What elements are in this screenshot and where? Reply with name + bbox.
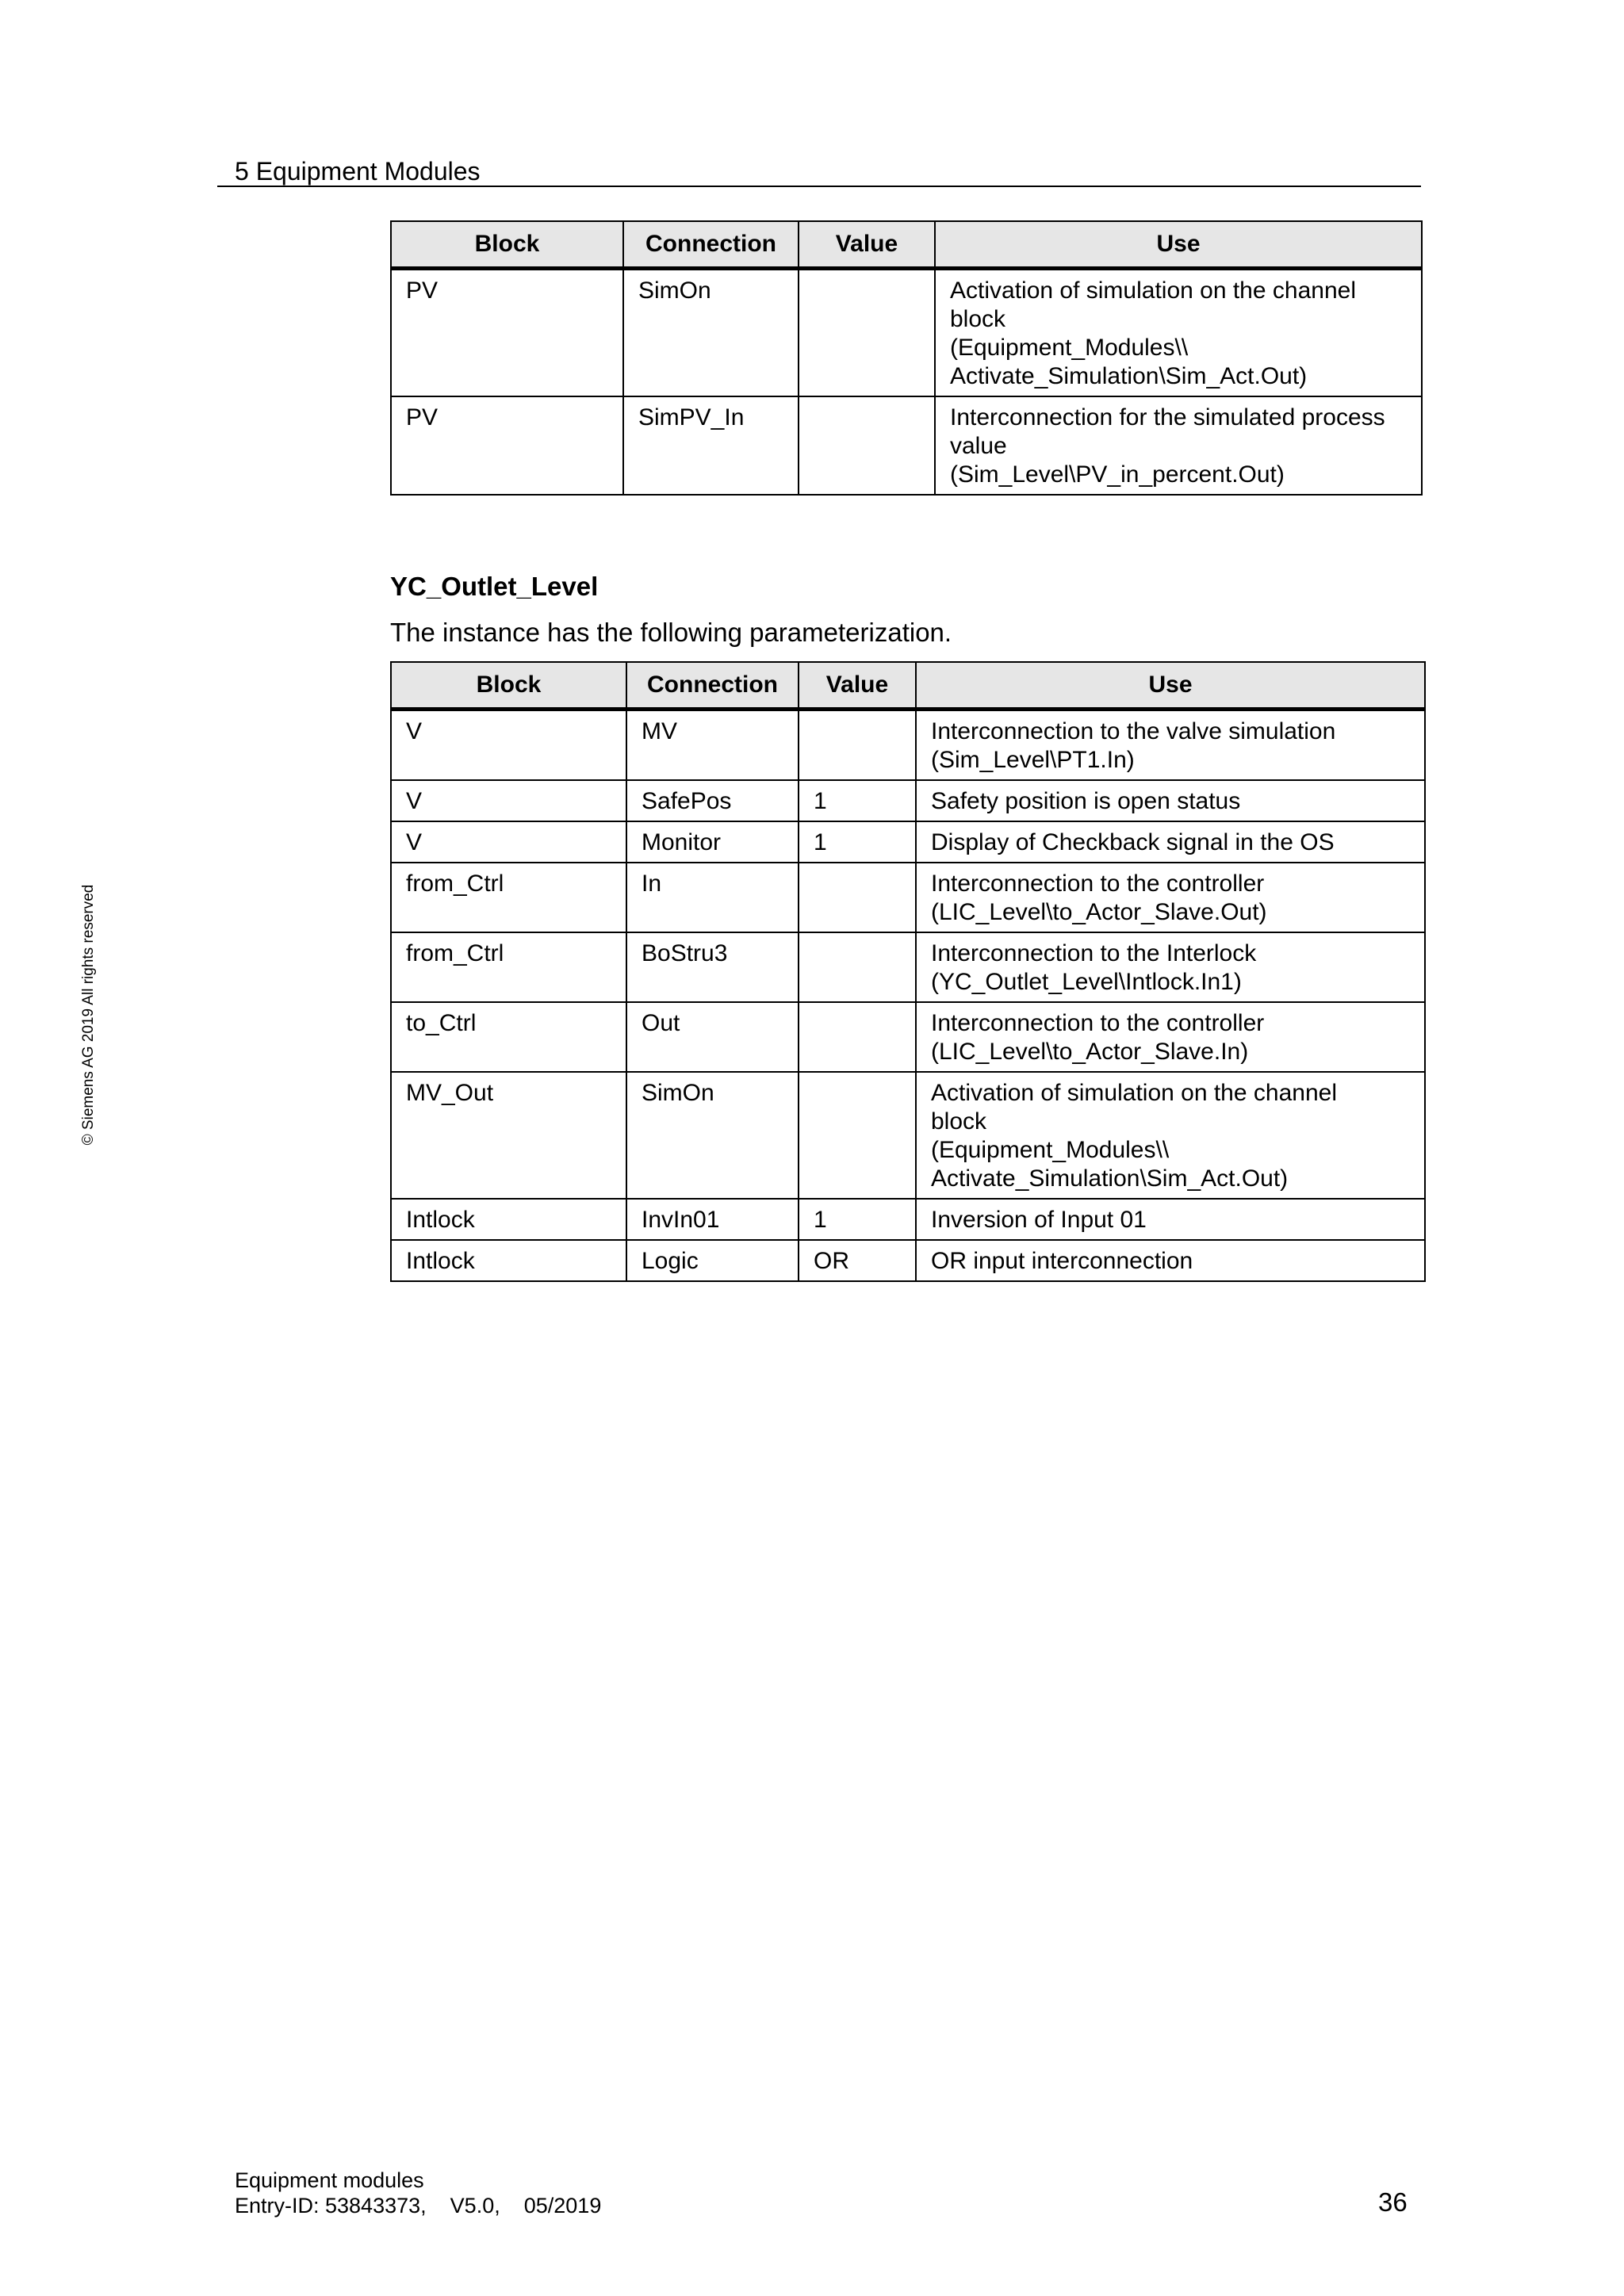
cell-value [799,932,916,1002]
column-header-use: Use [916,662,1425,710]
table-row [391,1072,1425,1199]
column-header-value: Value [799,662,916,710]
use-line: Activation of simulation on the channel [950,277,1356,304]
cell-connection: SimPV_In [623,396,799,495]
footer-version: V5.0, [450,2194,500,2218]
use-line: Interconnection for the simulated process [950,404,1385,430]
cell-use [916,1199,1425,1240]
cell-value [799,1002,916,1072]
table-row [391,932,1425,1002]
cell-connection: SimOn [623,269,799,397]
section-title: YC_Outlet_Level [390,572,599,601]
table-header-row [391,221,1422,269]
table-row [391,396,1422,495]
use-line: Inversion of Input 01 [931,1207,1147,1233]
table-row [391,1240,1425,1281]
cell-block: to_Ctrl [391,1002,626,1072]
cell-use [916,1240,1425,1281]
table-row [391,780,1425,821]
page-number: 36 [1378,2187,1408,2217]
cell-use [916,780,1425,821]
use-line: Interconnection to the Interlock [931,940,1257,966]
cell-connection: Logic [626,1240,799,1281]
cell-block: V [391,780,626,821]
use-line: Activate_Simulation\Sim_Act.Out) [950,363,1308,389]
use-line: (Equipment_Modules\\ [950,335,1189,361]
table-header-row [391,662,1425,710]
use-line: Safety position is open status [931,788,1241,814]
table-row [391,821,1425,863]
column-header-block: Block [391,221,623,269]
use-line: Interconnection to the controller [931,1010,1265,1036]
cell-connection: Monitor [626,821,799,863]
use-line: OR input interconnection [931,1248,1193,1274]
footer-document-title: Equipment modules [235,2168,424,2192]
table-row [391,269,1422,397]
footer-date: 05/2019 [523,2194,602,2218]
cell-value: 1 [799,780,916,821]
page-header-title: 5 Equipment Modules [235,157,481,186]
footer-entry-id: Entry-ID: 53843373, [235,2194,427,2218]
cell-value [799,396,935,495]
cell-block: PV [391,269,623,397]
cell-block: Intlock [391,1199,626,1240]
parameter-table-yc-outlet-level [390,661,1426,1282]
cell-block: V [391,710,626,781]
use-line: (LIC_Level\to_Actor_Slave.Out) [931,899,1267,925]
use-line: Interconnection to the controller [931,871,1265,897]
cell-use [935,396,1422,495]
cell-connection: InvIn01 [626,1199,799,1240]
table-row [391,710,1425,781]
header-divider [217,186,1421,187]
cell-value [799,863,916,932]
cell-value: OR [799,1240,916,1281]
use-line: (Sim_Level\PT1.In) [931,747,1135,773]
column-header-use: Use [935,221,1422,269]
cell-value: 1 [799,1199,916,1240]
cell-block: V [391,821,626,863]
column-header-block: Block [391,662,626,710]
use-line: (Sim_Level\PV_in_percent.Out) [950,461,1285,488]
parameter-table-pv [390,220,1423,496]
use-line: block [950,306,1006,332]
use-line: (Equipment_Modules\\ [931,1137,1170,1163]
use-line: block [931,1108,987,1135]
column-header-value: Value [799,221,935,269]
cell-value [799,269,935,397]
use-line: Display of Checkback signal in the OS [931,829,1335,855]
cell-value [799,1072,916,1199]
column-header-connection: Connection [623,221,799,269]
cell-use [916,863,1425,932]
cell-value [799,710,916,781]
cell-connection: SimOn [626,1072,799,1199]
cell-block: MV_Out [391,1072,626,1199]
cell-value: 1 [799,821,916,863]
cell-connection: BoStru3 [626,932,799,1002]
cell-connection: In [626,863,799,932]
column-header-connection: Connection [626,662,799,710]
cell-connection: SafePos [626,780,799,821]
use-line: Activation of simulation on the channel [931,1080,1337,1106]
table-row [391,863,1425,932]
table-row [391,1002,1425,1072]
cell-use [916,710,1425,781]
cell-block: Intlock [391,1240,626,1281]
cell-use [916,821,1425,863]
copyright-text: © Siemens AG 2019 All rights reserved [80,884,97,1146]
cell-use [935,269,1422,397]
cell-block: PV [391,396,623,495]
use-line: Activate_Simulation\Sim_Act.Out) [931,1165,1289,1192]
use-line: (LIC_Level\to_Actor_Slave.In) [931,1039,1249,1065]
cell-block: from_Ctrl [391,932,626,1002]
cell-connection: Out [626,1002,799,1072]
cell-connection: MV [626,710,799,781]
use-line: Interconnection to the valve simulation [931,718,1336,744]
cell-use [916,932,1425,1002]
table-row [391,1199,1425,1240]
cell-use [916,1002,1425,1072]
footer-entry-info [235,2193,601,2218]
cell-block: from_Ctrl [391,863,626,932]
use-line: (YC_Outlet_Level\Intlock.In1) [931,969,1242,995]
section-intro: The instance has the following parameterization. [390,618,952,647]
cell-use [916,1072,1425,1199]
use-line: value [950,433,1007,459]
